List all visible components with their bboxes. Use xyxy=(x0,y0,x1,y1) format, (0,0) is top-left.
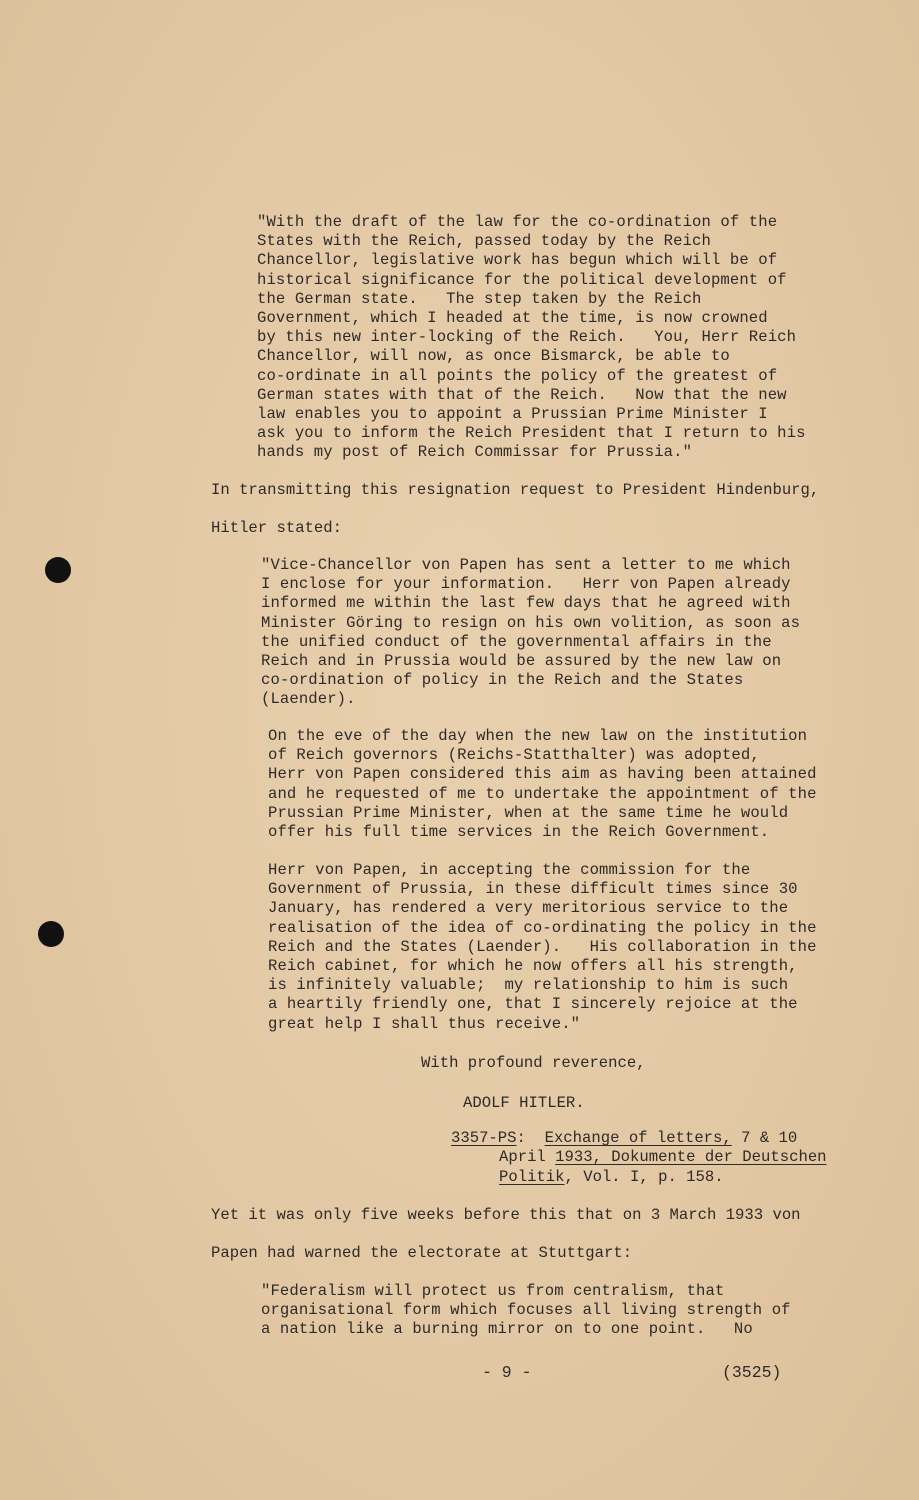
quote-line: ask you to inform the Reich President that I return to his xyxy=(257,424,806,443)
quote-line: Reich and the States (Laender). His collaboration in the xyxy=(268,937,817,956)
page-number: - 9 - xyxy=(482,1363,532,1382)
quote-line: realisation of the idea of co-ordinating the policy in the xyxy=(268,918,817,937)
quote-line: States with the Reich, passed today by the Reich xyxy=(257,232,711,251)
quote-hitler-letter-part2 xyxy=(268,727,817,842)
citation-date-part1: 7 & 10 xyxy=(731,1129,798,1147)
citation-year-source: 1933, Dokumente der Deutschen xyxy=(555,1148,827,1167)
quote-line: co-ordinate in all points the policy of the greatest of xyxy=(257,366,778,385)
quote-line: of Reich governors (Reichs-Statthalter) was adopted, xyxy=(268,746,760,765)
quote-hitler-letter-part3 xyxy=(268,861,817,1034)
quote-line: is infinitely valuable; my relationship to him is such xyxy=(268,976,789,995)
quote-line: German states with that of the Reich. Now that the new xyxy=(257,385,787,404)
quote-line: Minister Göring to resign on his own volition, as soon as xyxy=(261,613,801,632)
quote-line: January, has rendered a very meritorious service to the xyxy=(268,899,789,918)
quote-line: Chancellor, will now, as once Bismarck, be able to xyxy=(257,347,730,366)
quote-line: "Vice-Chancellor von Papen has sent a letter to me which xyxy=(261,556,791,574)
quote-line: a heartily friendly one, that I sincerely rejoice at the xyxy=(268,995,798,1014)
citation-doc-number: 3357-PS xyxy=(451,1129,517,1147)
quote-line: Government of Prussia, in these difficult times since 30 xyxy=(268,880,798,899)
quote-line: (Laender). xyxy=(261,690,356,709)
quote-line: Prussian Prime Minister, when at the same time he would xyxy=(268,803,789,822)
quote-line: historical significance for the political development of xyxy=(257,270,787,289)
quote-line: hands my post of Reich Commissar for Prussia." xyxy=(257,443,693,462)
citation-date-part2: April xyxy=(499,1148,556,1167)
quote-line: the German state. The step taken by the Reich xyxy=(257,289,702,308)
quote-line: and he requested of me to undertake the appointment of the xyxy=(268,784,817,803)
body-paragraph: Yet it was only five weeks before this that on 3 March 1933 von xyxy=(211,1206,801,1224)
punch-hole-bottom xyxy=(38,921,64,947)
quote-papen-letter xyxy=(257,213,806,463)
quote-line: Reich cabinet, for which he now offers all his strength, xyxy=(268,957,798,976)
quote-line: law enables you to appoint a Prussian Prime Minister I xyxy=(257,405,768,424)
quote-line: by this new inter-locking of the Reich. You, Herr Reich xyxy=(257,328,797,347)
quote-line: offer his full time services in the Reich Government. xyxy=(268,823,770,842)
citation-title-part1: Exchange of letters, xyxy=(544,1129,732,1147)
quote-line: Government, which I headed at the time, is now crowned xyxy=(257,309,768,328)
source-citation xyxy=(451,1129,827,1187)
quote-stuttgart-speech xyxy=(261,1282,791,1340)
closing-salutation: With profound reverence, xyxy=(421,1054,646,1072)
quote-line: On the eve of the day when the new law on the institution xyxy=(268,727,808,745)
quote-line: great help I shall thus receive." xyxy=(268,1014,581,1033)
signature-name: ADOLF HITLER. xyxy=(463,1094,585,1112)
quote-line: Herr von Papen, in accepting the commission for the xyxy=(268,861,751,879)
citation-colon: : xyxy=(516,1129,545,1147)
quote-line: Chancellor, legislative work has begun which will be of xyxy=(257,251,778,270)
quote-line: Herr von Papen considered this aim as having been attained xyxy=(268,765,817,784)
quote-line: Reich and in Prussia would be assured by the new law on xyxy=(261,652,782,671)
document-reference-number: (3525) xyxy=(722,1363,782,1382)
quote-line: "Federalism will protect us from centralism, that xyxy=(261,1282,725,1300)
quote-line: the unified conduct of the governmental affairs in the xyxy=(261,632,772,651)
punch-hole-top xyxy=(45,557,71,583)
quote-hitler-letter-part1 xyxy=(261,556,800,710)
quote-line: informed me within the last few days that he agreed with xyxy=(261,594,791,613)
citation-source-end: Politik xyxy=(499,1167,565,1186)
citation-volume-page: , Vol. I, p. 158. xyxy=(564,1167,724,1186)
body-paragraph: In transmitting this resignation request to President Hindenburg, xyxy=(211,481,820,499)
quote-line: a nation like a burning mirror on to one point. No xyxy=(261,1320,753,1339)
quote-line: organisational form which focuses all living strength of xyxy=(261,1301,791,1320)
body-paragraph: Papen had warned the electorate at Stuttgart: xyxy=(211,1244,633,1262)
quote-line: "With the draft of the law for the co-ordination of the xyxy=(257,213,778,231)
body-paragraph: Hitler stated: xyxy=(211,519,343,537)
quote-line: co-ordination of policy in the Reich and the States xyxy=(261,671,744,690)
quote-line: I enclose for your information. Herr von Papen already xyxy=(261,575,791,594)
